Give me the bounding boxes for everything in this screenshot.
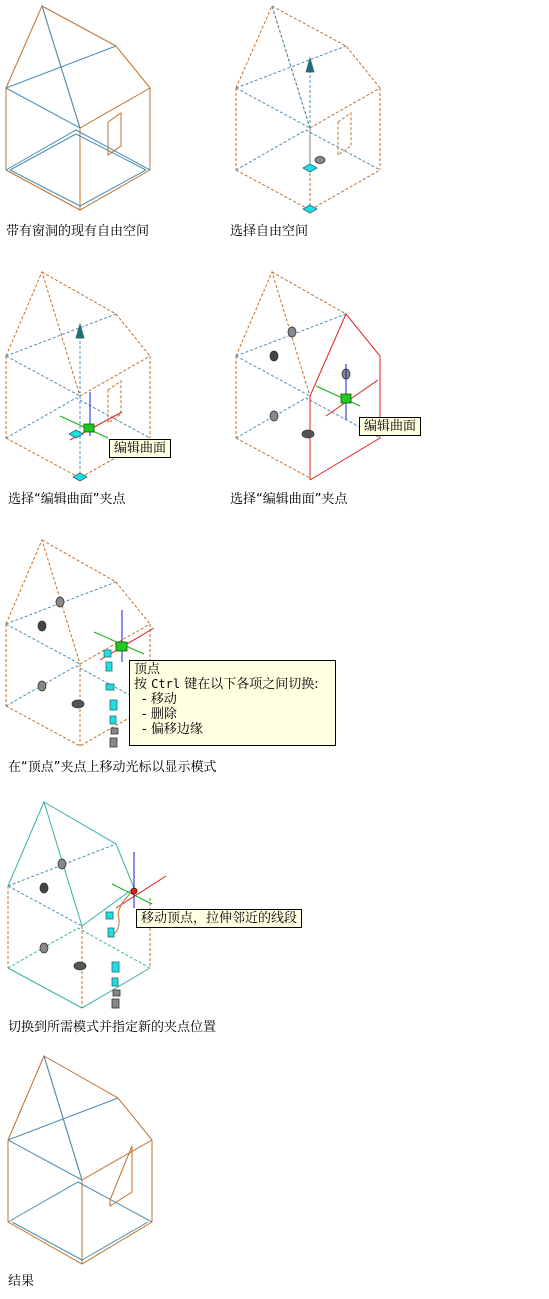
caption-move-vertex: 切换到所需模式并指定新的夹点位置 — [8, 1020, 217, 1035]
edge-grip-icon — [106, 912, 113, 919]
caption-existing-space: 带有窗洞的现有自由空间 — [6, 224, 150, 239]
grip-dot-icon — [288, 327, 296, 337]
edge-grip-icon — [112, 962, 119, 972]
grip-dot-icon — [302, 430, 314, 438]
house-edit-surface-side-drawing — [230, 268, 440, 483]
tooltip-edit-surface: 编辑曲面 — [109, 439, 171, 458]
panel-existing-space — [0, 0, 200, 239]
grip-dot-icon — [38, 621, 46, 631]
vertex-cursor-icon — [131, 888, 137, 894]
caption-vertex-hover: 在“顶点”夹点上移动光标以显示模式 — [8, 760, 217, 775]
grip-dot-icon — [40, 943, 48, 953]
caption-edit-surface-front: 选择“编辑曲面”夹点 — [8, 492, 126, 507]
edge-grip-icon — [110, 700, 117, 710]
bottom-grip-icon — [73, 473, 87, 481]
edge-grip-icon — [110, 738, 117, 747]
grip-dot-icon — [270, 411, 278, 421]
base-grip-icon — [69, 430, 83, 438]
tooltip-move-vertex: 移动顶点，拉伸邻近的线段 — [136, 909, 302, 928]
grip-dot-icon — [38, 681, 46, 691]
edge-grip-icon — [113, 990, 120, 996]
panel-edit-surface-front — [0, 268, 200, 508]
edge-grip-icon — [104, 650, 111, 657]
tooltip-edit-surface: 编辑曲面 — [359, 417, 421, 436]
bottom-grip-icon — [303, 205, 317, 213]
panel-vertex-hover — [0, 536, 345, 776]
location-grip-icon — [315, 157, 325, 164]
edit-surface-grip-icon — [84, 424, 94, 432]
edge-grip-icon — [112, 978, 118, 986]
edge-grip-icon — [108, 928, 114, 937]
house-result-drawing — [0, 1052, 200, 1267]
tooltip-vertex-instruction: 按 Ctrl 键在以下各项之间切换: — [134, 677, 319, 692]
tooltip-vertex-title: 顶点 — [134, 662, 161, 677]
edge-grip-icon — [111, 728, 118, 734]
grip-dot-icon — [58, 859, 66, 869]
caption-result: 结果 — [8, 1274, 35, 1289]
panel-select-space — [230, 0, 390, 240]
edit-surface-grip-icon — [341, 394, 351, 403]
tooltip-option-offset: - 偏移边缘 — [142, 722, 203, 737]
height-grip-icon — [76, 324, 84, 338]
grip-dot-icon — [40, 883, 48, 893]
edge-grip-icon — [106, 662, 112, 671]
house-solid-drawing — [0, 0, 200, 210]
ctrl-key: Ctrl — [151, 677, 181, 691]
caption-select-space: 选择自由空间 — [230, 224, 309, 239]
grip-dot-icon — [56, 597, 64, 607]
grip-dot-icon — [74, 962, 86, 970]
base-grip-icon — [303, 164, 317, 172]
edge-grip-icon — [110, 716, 116, 724]
tooltip-option-delete: - 删除 — [142, 707, 177, 722]
house-move-vertex-drawing — [0, 798, 200, 1013]
grip-dot-icon — [270, 351, 278, 361]
edge-grip-icon — [106, 684, 114, 690]
caption-edit-surface-side: 选择“编辑曲面”夹点 — [230, 492, 348, 507]
grip-dot-icon — [72, 700, 84, 708]
panel-result — [0, 1052, 200, 1292]
house-dashed-drawing — [230, 0, 390, 215]
height-grip-icon — [306, 58, 314, 72]
vertex-grip-icon — [116, 642, 127, 651]
panel-move-vertex — [0, 798, 330, 1038]
tooltip-option-move: - 移动 — [142, 692, 177, 707]
edge-grip-icon — [112, 999, 119, 1008]
panel-edit-surface-side — [230, 268, 440, 508]
tooltip-vertex-modes — [129, 660, 336, 746]
